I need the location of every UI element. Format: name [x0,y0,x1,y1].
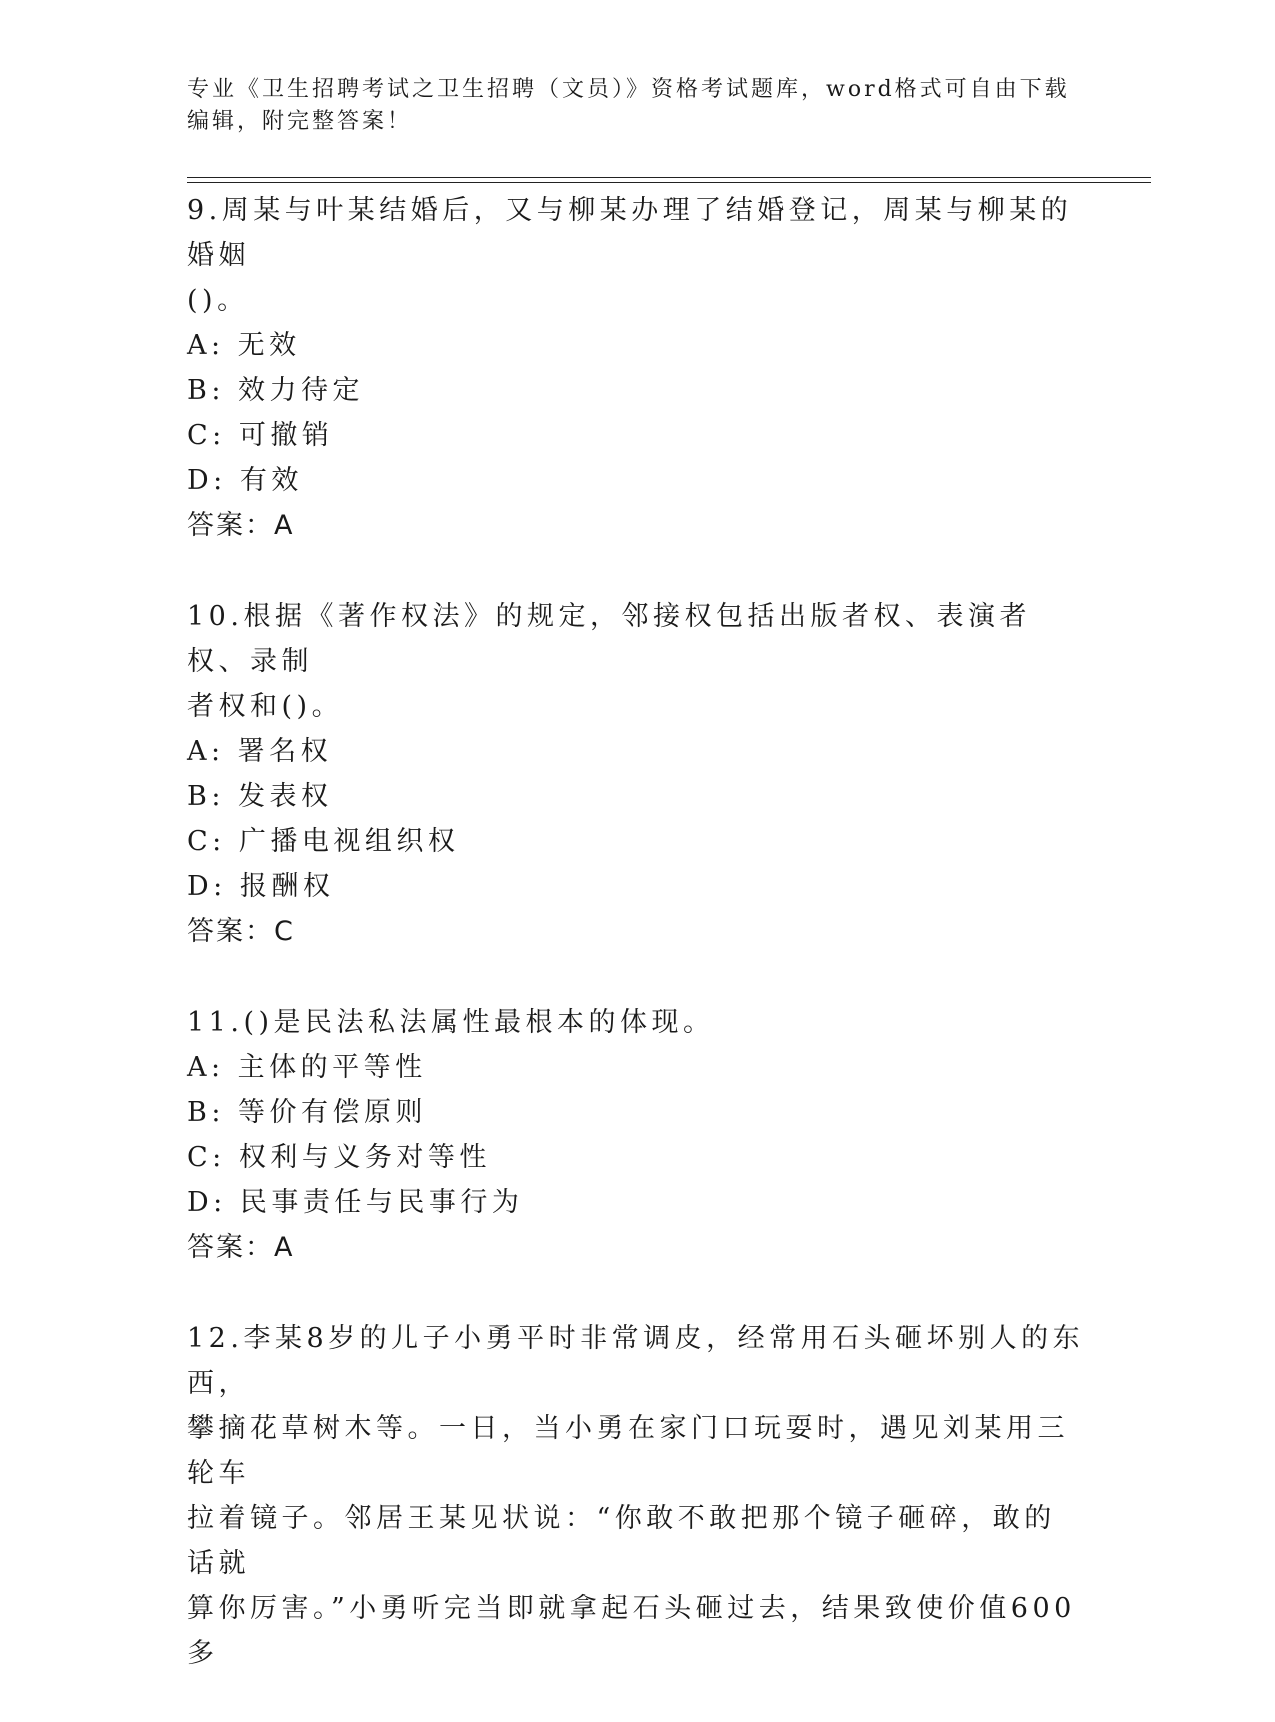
answer-line: 答案：A [187,510,295,541]
question-list [187,188,1087,1722]
option-d: D: 报酬权 [187,871,335,902]
question-text-line: 者权和()。 [187,691,344,722]
question-text-line: 攀摘花草树木等。一日，当小勇在家门口玩耍时，遇见刘某用三轮车 [187,1413,1069,1489]
question-block [187,1000,1087,1270]
option-c: C: 权利与义务对等性 [187,1142,491,1173]
option-c: C: 可撤销 [187,420,334,451]
answer-line: 答案：A [187,1232,295,1263]
option-b: B: 发表权 [187,781,333,812]
option-c: C: 广播电视组织权 [187,826,460,857]
question-text-line: 9.周某与叶某结婚后，又与柳某办理了结婚登记，周某与柳某的婚姻 [187,195,1073,271]
option-d: D: 民事责任与民事行为 [187,1187,524,1218]
question-text-line: 11.()是民法私法属性最根本的体现。 [187,1007,715,1038]
question-text-line: 12.李某8岁的儿子小勇平时非常调皮，经常用石头砸坏别人的东西， [187,1323,1085,1399]
question-text-line: 算你厉害。”小勇听完当即就拿起石头砸过去，结果致使价值600多 [187,1593,1076,1669]
header-divider-top [187,177,1151,178]
question-text-line: ()。 [187,285,249,316]
option-a: A: 无效 [187,330,301,361]
question-block [187,188,1087,548]
question-block [187,594,1087,954]
option-a: A: 主体的平等性 [187,1052,427,1083]
answer-line: 答案：C [187,916,295,947]
question-block [187,1316,1087,1676]
question-text-line: 10.根据《著作权法》的规定，邻接权包括出版者权、表演者权、录制 [187,601,1031,677]
header-line-1: 专业《卫生招聘考试之卫生招聘（文员）》资格考试题库，word格式可自由下载 [187,77,1070,102]
page-header [187,74,1087,138]
option-a: A: 署名权 [187,736,333,767]
option-b: B: 效力待定 [187,375,365,406]
question-text-line: 拉着镜子。邻居王某见状说：“你敢不敢把那个镜子砸碎，敢的话就 [187,1503,1056,1579]
header-divider-bottom [187,182,1151,183]
option-d: D: 有效 [187,465,303,496]
option-b: B: 等价有偿原则 [187,1097,428,1128]
header-line-2: 编辑，附完整答案！ [187,109,413,134]
